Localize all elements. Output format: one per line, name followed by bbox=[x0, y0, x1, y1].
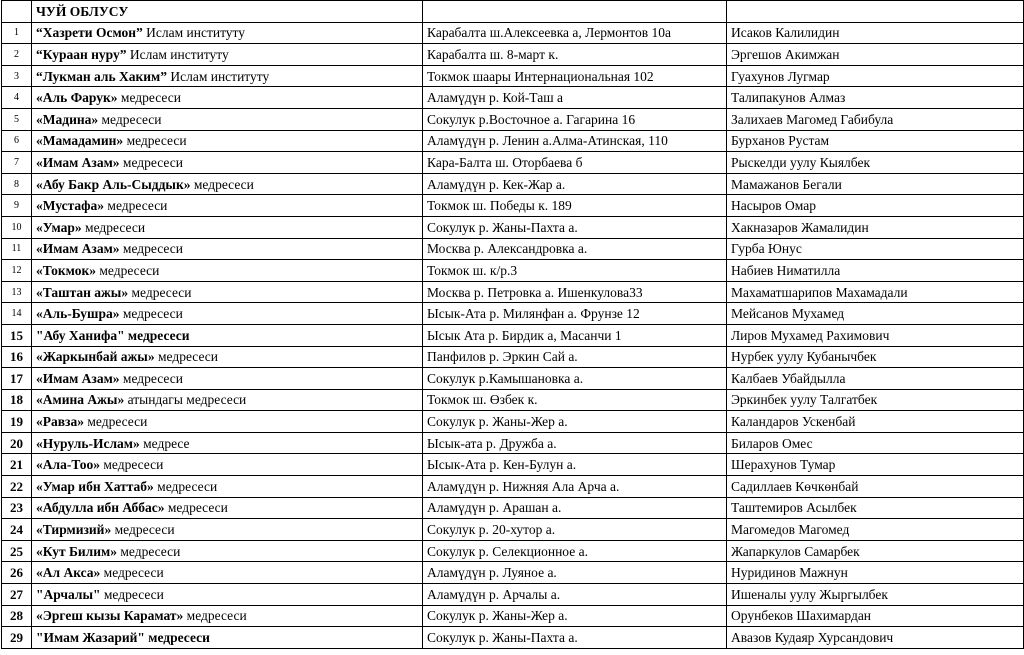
institution-type: медресеси bbox=[190, 176, 254, 192]
institution-name-bold: «Абу Бакр Аль-Сыддык» bbox=[36, 176, 191, 192]
table-row bbox=[2, 368, 1024, 390]
institution-name-bold: “Лукман аль Хаким” bbox=[36, 68, 167, 84]
person-cell: Эргешов Акимжан bbox=[727, 44, 1024, 66]
row-number: 10 bbox=[2, 216, 32, 238]
address-cell: Москва р. Александровка а. bbox=[423, 238, 727, 260]
row-number: 3 bbox=[2, 65, 32, 87]
row-number: 18 bbox=[2, 389, 32, 411]
row-number: 19 bbox=[2, 411, 32, 433]
address-cell: Аламүдүн р. Кек-Жар а. bbox=[423, 173, 727, 195]
person-cell: Магомедов Магомед bbox=[727, 519, 1024, 541]
table-row bbox=[2, 627, 1024, 649]
institution-name-bold: "Арчалы" bbox=[36, 586, 101, 602]
institution-name bbox=[32, 389, 423, 411]
institution-name-bold: «Умар» bbox=[36, 219, 82, 235]
institution-name-bold: «Равза» bbox=[36, 414, 84, 430]
person-cell: Эркинбек уулу Талгатбек bbox=[727, 389, 1024, 411]
address-cell: Ысык-ата р. Дружба а. bbox=[423, 432, 727, 454]
header-address bbox=[423, 1, 727, 23]
table-row bbox=[2, 130, 1024, 152]
table-row bbox=[2, 389, 1024, 411]
table-row bbox=[2, 324, 1024, 346]
institution-name-bold: «Умар ибн Хаттаб» bbox=[36, 478, 154, 494]
row-number: 29 bbox=[2, 627, 32, 649]
table-row bbox=[2, 584, 1024, 606]
person-cell: Залихаев Магомед Габибула bbox=[727, 108, 1024, 130]
person-cell: Лиров Мухамед Рахимович bbox=[727, 324, 1024, 346]
row-number: 24 bbox=[2, 519, 32, 541]
address-cell: Сокулук р.Восточное а. Гагарина 16 bbox=[423, 108, 727, 130]
institution-name bbox=[32, 87, 423, 109]
institution-name bbox=[32, 432, 423, 454]
row-number: 14 bbox=[2, 303, 32, 325]
institution-name bbox=[32, 281, 423, 303]
address-cell: Аламүдүн р. Луяное а. bbox=[423, 562, 727, 584]
institution-name-bold: "Абу Ханифа" медресеси bbox=[36, 327, 190, 343]
institution-name-bold: «Мадина» bbox=[36, 111, 99, 127]
address-cell: Токмок шаары Интернациональная 102 bbox=[423, 65, 727, 87]
institution-name bbox=[32, 497, 423, 519]
row-number: 11 bbox=[2, 238, 32, 260]
institution-type: Ислам институту bbox=[166, 68, 270, 84]
table-row bbox=[2, 519, 1024, 541]
table-row bbox=[2, 562, 1024, 584]
table-row bbox=[2, 605, 1024, 627]
institution-name-bold: «Мустафа» bbox=[36, 198, 105, 214]
institution-name-bold: «Аль Фарук» bbox=[36, 90, 118, 106]
address-cell: Карабалта ш. 8-март к. bbox=[423, 44, 727, 66]
person-cell: Мамажанов Бегали bbox=[727, 173, 1024, 195]
institution-name bbox=[32, 22, 423, 44]
row-number: 23 bbox=[2, 497, 32, 519]
address-cell: Аламүдүн р. Ленин а.Алма-Атинская, 110 bbox=[423, 130, 727, 152]
table-row bbox=[2, 303, 1024, 325]
address-cell: Москва р. Петровка а. Ишенкулова33 bbox=[423, 281, 727, 303]
address-cell: Сокулук р. Жаны-Жер а. bbox=[423, 411, 727, 433]
institution-name bbox=[32, 346, 423, 368]
row-number: 7 bbox=[2, 152, 32, 174]
institution-name-bold: «Жаркынбай ажы» bbox=[36, 349, 155, 365]
person-cell: Бурханов Рустам bbox=[727, 130, 1024, 152]
row-number: 12 bbox=[2, 260, 32, 282]
address-cell: Сокулук р. 20-хутор а. bbox=[423, 519, 727, 541]
row-number: 20 bbox=[2, 432, 32, 454]
person-cell: Калбаев Убайдылла bbox=[727, 368, 1024, 390]
address-cell: Ысык-Ата р. Кен-Булун а. bbox=[423, 454, 727, 476]
header-person bbox=[727, 1, 1024, 23]
address-cell: Аламүдүн р. Нижняя Ала Арча а. bbox=[423, 476, 727, 498]
person-cell: Хакназаров Жамалидин bbox=[727, 216, 1024, 238]
person-cell: Гуахунов Лугмар bbox=[727, 65, 1024, 87]
table-row bbox=[2, 260, 1024, 282]
person-cell: Мейсанов Мухамед bbox=[727, 303, 1024, 325]
row-number: 27 bbox=[2, 584, 32, 606]
institution-type: медресеси bbox=[95, 262, 160, 278]
institution-type: медресе bbox=[139, 435, 190, 451]
table-header-row bbox=[2, 1, 1024, 23]
institution-name-bold: «Аль-Бушра» bbox=[36, 306, 120, 322]
row-number: 21 bbox=[2, 454, 32, 476]
address-cell: Сокулук р. Селекционное а. bbox=[423, 540, 727, 562]
row-number: 4 bbox=[2, 87, 32, 109]
table-row bbox=[2, 65, 1024, 87]
table-row bbox=[2, 195, 1024, 217]
table-row bbox=[2, 540, 1024, 562]
institution-name-bold: «Имам Азам» bbox=[36, 370, 120, 386]
institution-name bbox=[32, 130, 423, 152]
person-cell: Таштемиров Асылбек bbox=[727, 497, 1024, 519]
institution-type: медресеси bbox=[100, 565, 164, 581]
person-cell: Каландаров Ускенбай bbox=[727, 411, 1024, 433]
table-row bbox=[2, 346, 1024, 368]
institution-type: медресеси bbox=[100, 586, 164, 602]
institution-name bbox=[32, 368, 423, 390]
institution-type: медресеси bbox=[98, 111, 162, 127]
institution-name bbox=[32, 324, 423, 346]
institution-type: медресеси bbox=[99, 457, 164, 473]
table-row bbox=[2, 87, 1024, 109]
person-cell: Ишеналы уулу Жыргылбек bbox=[727, 584, 1024, 606]
person-cell: Садиллаев Көчкөнбай bbox=[727, 476, 1024, 498]
row-number: 1 bbox=[2, 22, 32, 44]
institution-type: Ислам институту bbox=[126, 46, 229, 62]
institution-type: медресеси bbox=[164, 500, 228, 516]
address-cell: Токмок ш. Победы к. 189 bbox=[423, 195, 727, 217]
person-cell: Гурба Юнус bbox=[727, 238, 1024, 260]
table-row bbox=[2, 108, 1024, 130]
institution-type: медресеси bbox=[83, 414, 148, 430]
person-cell: Набиев Ниматилла bbox=[727, 260, 1024, 282]
institution-name bbox=[32, 454, 423, 476]
institution-type: медресеси bbox=[111, 522, 175, 538]
row-number: 5 bbox=[2, 108, 32, 130]
institution-name-bold: "Имам Жазарий" медресеси bbox=[36, 630, 210, 646]
row-number: 25 bbox=[2, 540, 32, 562]
institution-name bbox=[32, 195, 423, 217]
institution-type: медресеси bbox=[119, 241, 183, 257]
address-cell: Кара-Балта ш. Оторбаева б bbox=[423, 152, 727, 174]
person-cell: Нуридинов Мажнун bbox=[727, 562, 1024, 584]
institution-name-bold: “Кураан нуру” bbox=[36, 46, 127, 62]
person-cell: Насыров Омар bbox=[727, 195, 1024, 217]
row-number: 8 bbox=[2, 173, 32, 195]
institution-name bbox=[32, 173, 423, 195]
row-number: 6 bbox=[2, 130, 32, 152]
person-cell: Исаков Калилидин bbox=[727, 22, 1024, 44]
institution-type: Ислам институту bbox=[142, 25, 246, 41]
address-cell: Карабалта ш.Алексеевка а, Лермонтов 10а bbox=[423, 22, 727, 44]
institution-type: медресеси bbox=[116, 543, 181, 559]
table-row bbox=[2, 281, 1024, 303]
institution-type: медресеси bbox=[119, 154, 183, 170]
institution-type: медресеси bbox=[81, 219, 146, 235]
person-cell: Биларов Омес bbox=[727, 432, 1024, 454]
row-number: 15 bbox=[2, 324, 32, 346]
row-number: 2 bbox=[2, 44, 32, 66]
institution-name-bold: «Абдулла ибн Аббас» bbox=[36, 500, 165, 516]
person-cell: Орунбеков Шахимардан bbox=[727, 605, 1024, 627]
institution-name bbox=[32, 562, 423, 584]
institution-name bbox=[32, 303, 423, 325]
region-title: ЧУЙ ОБЛУСУ bbox=[32, 1, 423, 23]
institution-name-bold: «Таштан ажы» bbox=[36, 284, 129, 300]
person-cell: Рыскелди уулу Кыялбек bbox=[727, 152, 1024, 174]
table-row bbox=[2, 454, 1024, 476]
person-cell: Нурбек уулу Кубанычбек bbox=[727, 346, 1024, 368]
table-row bbox=[2, 497, 1024, 519]
table-row bbox=[2, 173, 1024, 195]
address-cell: Сокулук р. Жаны-Пахта а. bbox=[423, 627, 727, 649]
institution-name bbox=[32, 238, 423, 260]
row-number: 9 bbox=[2, 195, 32, 217]
institution-name-bold: «Нуруль-Ислам» bbox=[36, 435, 140, 451]
person-cell: Жапаркулов Самарбек bbox=[727, 540, 1024, 562]
institution-type: медресеси bbox=[119, 306, 183, 322]
organizations-table bbox=[1, 0, 1024, 649]
table-row bbox=[2, 432, 1024, 454]
table-row bbox=[2, 476, 1024, 498]
person-cell: Махаматшарипов Махамадали bbox=[727, 281, 1024, 303]
institution-type: медресеси bbox=[119, 370, 183, 386]
institution-name bbox=[32, 540, 423, 562]
address-cell: Сокулук р.Камышановка а. bbox=[423, 368, 727, 390]
institution-name-bold: «Амина Ажы» bbox=[36, 392, 125, 408]
table-row bbox=[2, 216, 1024, 238]
institution-name-bold: «Ала-Тоо» bbox=[36, 457, 100, 473]
address-cell: Аламүдүн р. Арчалы а. bbox=[423, 584, 727, 606]
address-cell: Сокулук р. Жаны-Пахта а. bbox=[423, 216, 727, 238]
institution-type: медресеси bbox=[154, 349, 218, 365]
institution-name bbox=[32, 627, 423, 649]
institution-name-bold: «Имам Азам» bbox=[36, 154, 120, 170]
institution-type: медресеси bbox=[117, 90, 181, 106]
address-cell: Ысык Ата р. Бирдик а, Масанчи 1 bbox=[423, 324, 727, 346]
table-row bbox=[2, 152, 1024, 174]
row-number: 26 bbox=[2, 562, 32, 584]
institution-name bbox=[32, 519, 423, 541]
person-cell: Авазов Кудаяр Хурсандович bbox=[727, 627, 1024, 649]
row-number: 22 bbox=[2, 476, 32, 498]
institution-name bbox=[32, 65, 423, 87]
institution-type: медресеси bbox=[128, 284, 192, 300]
institution-name bbox=[32, 108, 423, 130]
row-number: 28 bbox=[2, 605, 32, 627]
header-num bbox=[2, 1, 32, 23]
institution-name-bold: «Мамадамин» bbox=[36, 133, 124, 149]
institution-name bbox=[32, 411, 423, 433]
address-cell: Панфилов р. Эркин Сай а. bbox=[423, 346, 727, 368]
table-row bbox=[2, 44, 1024, 66]
person-cell: Талипакунов Алмаз bbox=[727, 87, 1024, 109]
institution-name bbox=[32, 152, 423, 174]
institution-name bbox=[32, 260, 423, 282]
address-cell: Токмок ш. к/р.3 bbox=[423, 260, 727, 282]
row-number: 17 bbox=[2, 368, 32, 390]
address-cell: Токмок ш. Өзбек к. bbox=[423, 389, 727, 411]
institution-name-bold: «Токмок» bbox=[36, 262, 96, 278]
address-cell: Ысык-Ата р. Милянфан а. Фрунзе 12 bbox=[423, 303, 727, 325]
institution-name bbox=[32, 476, 423, 498]
institution-type: медресеси bbox=[153, 478, 218, 494]
row-number: 13 bbox=[2, 281, 32, 303]
row-number: 16 bbox=[2, 346, 32, 368]
address-cell: Аламүдүн р. Кой-Таш а bbox=[423, 87, 727, 109]
institution-name-bold: «Имам Азам» bbox=[36, 241, 120, 257]
institution-type: медресеси bbox=[183, 608, 247, 624]
address-cell: Сокулук р. Жаны-Жер а. bbox=[423, 605, 727, 627]
table-row bbox=[2, 238, 1024, 260]
address-cell: Аламүдүн р. Арашан а. bbox=[423, 497, 727, 519]
institution-name-bold: «Кут Билим» bbox=[36, 543, 117, 559]
institution-name bbox=[32, 605, 423, 627]
table-row bbox=[2, 22, 1024, 44]
institution-name bbox=[32, 216, 423, 238]
institution-name-bold: «Ал Акса» bbox=[36, 565, 101, 581]
institution-name-bold: «Тирмизий» bbox=[36, 522, 112, 538]
institution-name bbox=[32, 584, 423, 606]
institution-type: медресеси bbox=[123, 133, 187, 149]
institution-name-bold: “Хазрети Осмон” bbox=[36, 25, 143, 41]
institution-type: медресеси bbox=[104, 198, 168, 214]
person-cell: Шерахунов Тумар bbox=[727, 454, 1024, 476]
institution-name bbox=[32, 44, 423, 66]
institution-name-bold: «Эргеш кызы Карамат» bbox=[36, 608, 184, 624]
institution-type: атындагы медресеси bbox=[124, 392, 247, 408]
table-row bbox=[2, 411, 1024, 433]
